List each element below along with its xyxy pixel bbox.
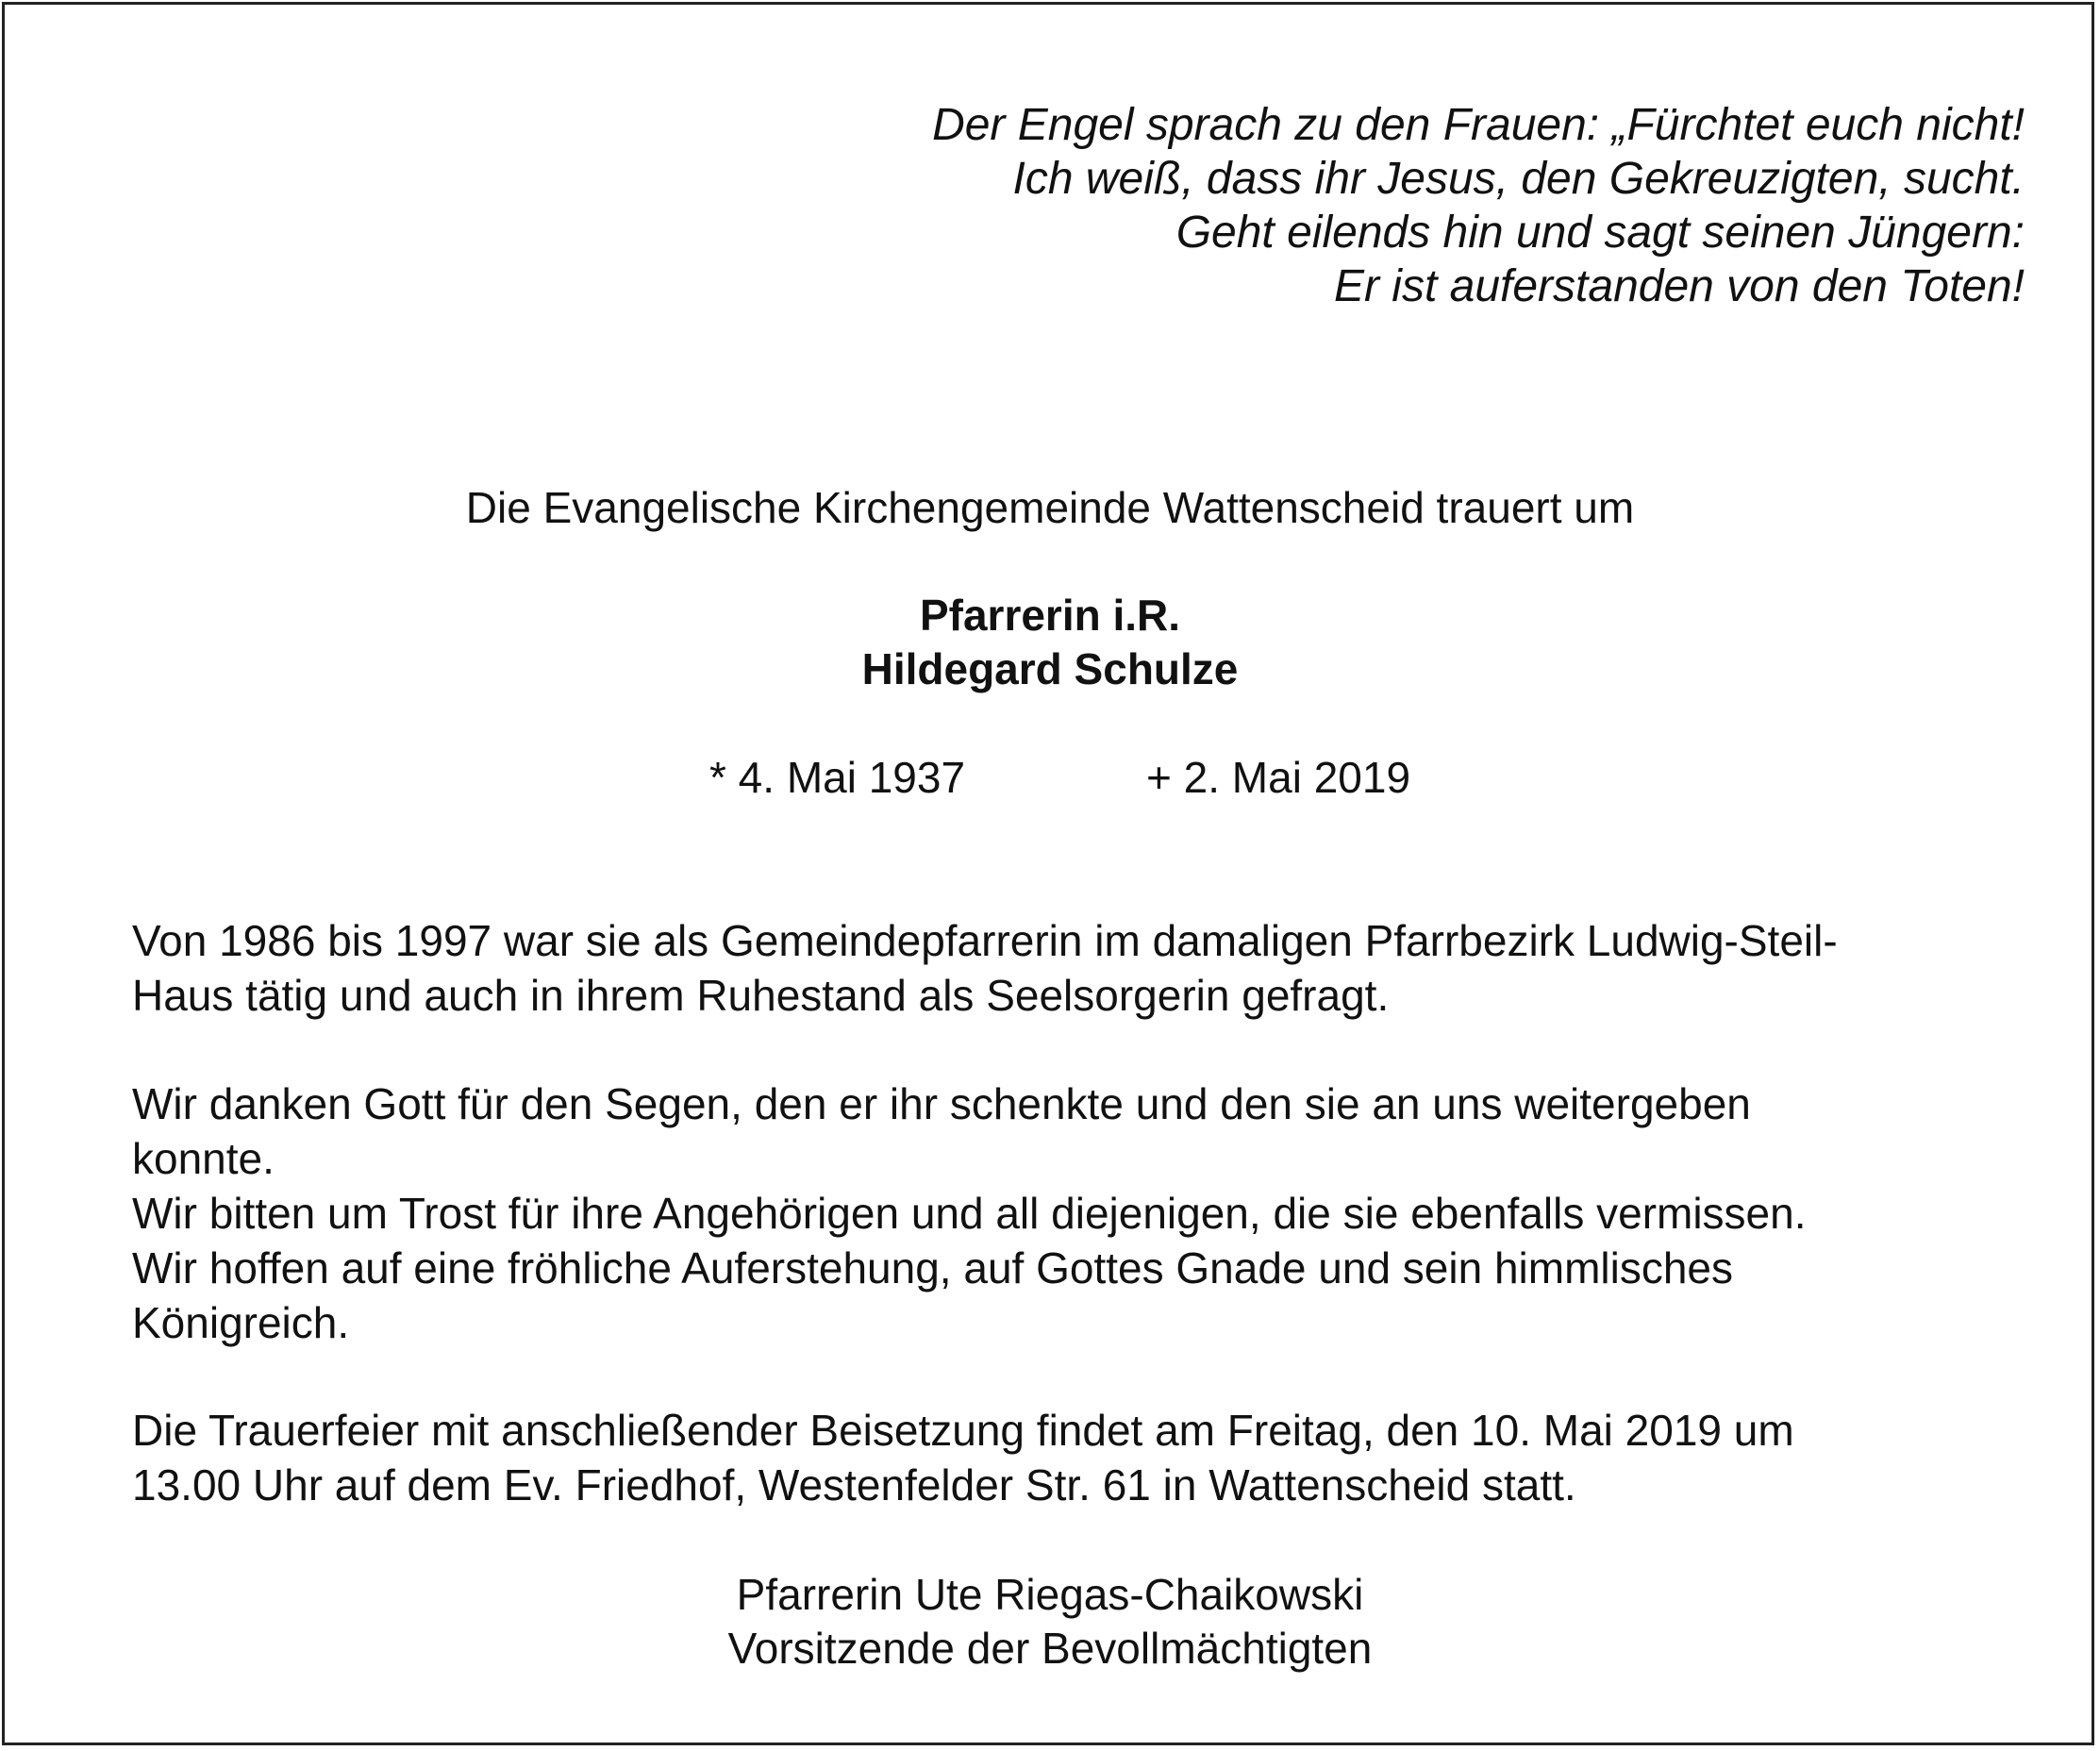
bible-quote-line: Er ist auferstanden von den Toten! bbox=[1333, 261, 2025, 311]
paragraph-line: Die Trauerfeier mit anschließender Beisetzung findet am Freitag, den 10. Mai 2019 um bbox=[132, 1406, 1794, 1455]
deceased-heading bbox=[0, 589, 2100, 696]
paragraph-line: Wir danken Gott für den Segen, den er ihr schenkte und den sie an uns weitergeben bbox=[132, 1079, 1751, 1128]
mourning-intro: Die Evangelische Kirchengemeinde Wattenscheid trauert um bbox=[465, 483, 1635, 532]
paragraph-line: Wir bitten um Trost für ihre Angehörigen und all diejenigen, die sie ebenfalls vermissen. bbox=[132, 1189, 1807, 1238]
deceased-name: Hildegard Schulze bbox=[861, 644, 1239, 693]
bible-quote-line: Ich weiß, dass ihr Jesus, den Gekreuzigten, sucht. bbox=[1012, 154, 2025, 204]
deceased-title: Pfarrerin i.R. bbox=[919, 591, 1181, 640]
bible-quote bbox=[609, 98, 2025, 313]
paragraph-line: Haus tätig und auch in ihrem Ruhestand als Seelsorgerin gefragt. bbox=[132, 971, 1390, 1020]
paragraph-line: Königreich. bbox=[132, 1298, 350, 1347]
birth-date: * 4. Mai 1937 bbox=[709, 753, 966, 802]
paragraph-line: Von 1986 bis 1997 war sie als Gemeindepfarrerin im damaligen Pfarrbezirk Ludwig-Steil- bbox=[132, 916, 1838, 965]
paragraph-line: konnte. bbox=[132, 1134, 275, 1183]
prayers-paragraph bbox=[132, 1076, 2009, 1350]
funeral-paragraph bbox=[132, 1403, 2009, 1512]
bible-quote-line: Der Engel sprach zu den Frauen: „Fürchtet euch nicht! bbox=[932, 100, 2025, 150]
ministry-paragraph bbox=[132, 913, 2009, 1023]
death-date: + 2. Mai 2019 bbox=[1146, 753, 1411, 802]
bible-quote-line: Geht eilends hin und sagt seinen Jüngern: bbox=[1175, 208, 2025, 258]
signature-block bbox=[0, 1568, 2100, 1676]
signatory-role: Vorsitzende der Bevollmächtigten bbox=[727, 1624, 1373, 1673]
paragraph-line: Wir hoffen auf eine fröhliche Auferstehung, auf Gottes Gnade und sein himmlisches bbox=[132, 1243, 1734, 1292]
paragraph-line: 13.00 Uhr auf dem Ev. Friedhof, Westenfelder Str. 61 in Wattenscheid statt. bbox=[132, 1460, 1576, 1509]
signatory-name: Pfarrerin Ute Riegas-Chaikowski bbox=[736, 1570, 1364, 1619]
